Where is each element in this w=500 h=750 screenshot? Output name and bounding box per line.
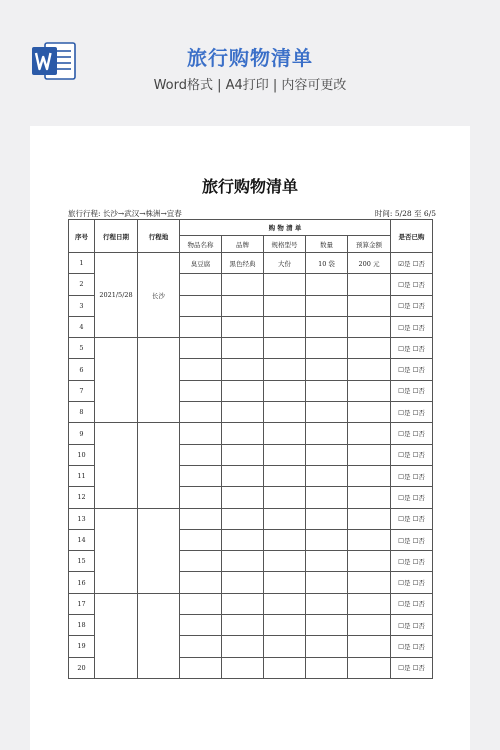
row-index-cell: 12 [69,487,95,508]
budget-cell[interactable] [348,465,391,486]
budget-cell[interactable] [348,402,391,423]
spec-cell[interactable] [264,487,306,508]
item-name-cell[interactable] [180,402,222,423]
brand-cell[interactable]: 黑色经典 [222,253,264,274]
quantity-cell[interactable] [306,551,348,572]
item-name-cell[interactable] [180,359,222,380]
budget-cell[interactable] [348,529,391,550]
row-index-cell: 10 [69,444,95,465]
row-index-cell: 4 [69,316,95,337]
brand-cell[interactable] [222,465,264,486]
trip-place-cell[interactable] [138,593,180,678]
spec-cell[interactable] [264,295,306,316]
brand-cell[interactable] [222,529,264,550]
time-text: 时间: 5/28 至 6/5 [374,209,436,218]
trip-date-cell[interactable] [95,593,138,678]
item-name-cell[interactable] [180,465,222,486]
budget-cell[interactable] [348,593,391,614]
spec-cell[interactable] [264,316,306,337]
route-text: 旅行行程: 长沙→武汉→株洲→宜春 [68,209,182,218]
trip-date-cell[interactable] [95,338,138,423]
quantity-cell[interactable]: 10 袋 [306,253,348,274]
quantity-cell[interactable] [306,295,348,316]
brand-cell[interactable] [222,338,264,359]
quantity-cell[interactable] [306,572,348,593]
quantity-cell[interactable] [306,636,348,657]
spec-cell[interactable] [264,508,306,529]
table-row [69,593,433,614]
quantity-cell[interactable] [306,423,348,444]
budget-cell[interactable] [348,657,391,678]
spec-cell[interactable] [264,636,306,657]
bought-checkbox[interactable]: ☐是 ☐否 [391,380,433,401]
header-budget: 预算金额 [348,236,391,253]
spec-cell[interactable] [264,274,306,295]
table-row [69,423,433,444]
item-name-cell[interactable] [180,316,222,337]
budget-cell[interactable] [348,274,391,295]
table-body [69,253,433,679]
budget-cell[interactable] [348,444,391,465]
brand-cell[interactable] [222,487,264,508]
item-name-cell[interactable] [180,380,222,401]
item-name-cell[interactable] [180,274,222,295]
trip-place-cell[interactable]: 长沙 [138,253,180,338]
bought-checkbox[interactable]: ☐是 ☐否 [391,402,433,423]
spec-cell[interactable] [264,657,306,678]
table-row [69,338,433,359]
bought-checkbox[interactable]: ☐是 ☐否 [391,423,433,444]
item-name-cell[interactable]: 臭豆腐 [180,253,222,274]
document-title: 旅行购物清单 [201,177,298,196]
bought-checkbox[interactable]: ☐是 ☐否 [391,359,433,380]
page-title: 旅行购物清单 [187,46,313,70]
row-index-cell: 7 [69,380,95,401]
item-name-cell[interactable] [180,423,222,444]
budget-cell[interactable] [348,636,391,657]
table-row [69,508,433,529]
bought-checkbox[interactable]: ☐是 ☐否 [391,657,433,678]
spec-cell[interactable] [264,572,306,593]
quantity-cell[interactable] [306,274,348,295]
quantity-cell[interactable] [306,487,348,508]
item-name-cell[interactable] [180,593,222,614]
brand-cell[interactable] [222,508,264,529]
budget-cell[interactable] [348,380,391,401]
quantity-cell[interactable] [306,359,348,380]
bought-checkbox[interactable]: ☐是 ☐否 [391,615,433,636]
spec-cell[interactable] [264,615,306,636]
quantity-cell[interactable] [306,380,348,401]
budget-cell[interactable] [348,508,391,529]
spec-cell[interactable] [264,551,306,572]
bought-checkbox[interactable]: ☐是 ☐否 [391,508,433,529]
row-index-cell: 16 [69,572,95,593]
quantity-cell[interactable] [306,402,348,423]
item-name-cell[interactable] [180,636,222,657]
header-date: 行程日期 [95,220,138,253]
header-index: 序号 [69,220,95,253]
row-index-cell: 14 [69,529,95,550]
header-quantity: 数量 [306,236,348,253]
brand-cell[interactable] [222,295,264,316]
brand-cell[interactable] [222,380,264,401]
budget-cell[interactable] [348,551,391,572]
row-index-cell: 5 [69,338,95,359]
row-index-cell: 8 [69,402,95,423]
item-name-cell[interactable] [180,508,222,529]
spec-cell[interactable] [264,423,306,444]
quantity-cell[interactable] [306,615,348,636]
header-brand: 品牌 [222,236,264,253]
trip-place-cell[interactable] [138,423,180,508]
brand-cell[interactable] [222,593,264,614]
trip-date-cell[interactable] [95,508,138,593]
bought-checkbox[interactable]: ☐是 ☐否 [391,444,433,465]
spec-cell[interactable] [264,444,306,465]
row-index-cell: 2 [69,274,95,295]
trip-date-cell[interactable] [95,423,138,508]
row-index-cell: 1 [69,253,95,274]
budget-cell[interactable] [348,572,391,593]
brand-cell[interactable] [222,316,264,337]
spec-cell[interactable] [264,380,306,401]
row-index-cell: 15 [69,551,95,572]
trip-date-cell[interactable]: 2021/5/28 [95,253,138,338]
budget-cell[interactable] [348,295,391,316]
item-name-cell[interactable] [180,444,222,465]
budget-cell[interactable]: 200 元 [348,253,391,274]
header-spec: 规格型号 [264,236,306,253]
item-name-cell[interactable] [180,551,222,572]
item-name-cell[interactable] [180,338,222,359]
budget-cell[interactable] [348,316,391,337]
header-place: 行程地 [138,220,180,253]
bought-checkbox[interactable]: ☐是 ☐否 [391,551,433,572]
row-index-cell: 6 [69,359,95,380]
header-bought: 是否已购 [391,220,433,253]
budget-cell[interactable] [348,359,391,380]
row-index-cell: 17 [69,593,95,614]
brand-cell[interactable] [222,423,264,444]
page-subtitle: Word格式 | A4打印 | 内容可更改 [153,78,347,93]
brand-cell[interactable] [222,551,264,572]
item-name-cell[interactable] [180,295,222,316]
bought-checkbox[interactable]: ☐是 ☐否 [391,465,433,486]
quantity-cell[interactable] [306,465,348,486]
row-index-cell: 20 [69,657,95,678]
page-header [0,0,500,110]
spec-cell[interactable] [264,402,306,423]
item-name-cell[interactable] [180,657,222,678]
brand-cell[interactable] [222,572,264,593]
bought-checkbox[interactable]: ☐是 ☐否 [391,316,433,337]
table-row [69,253,433,274]
row-index-cell: 11 [69,465,95,486]
document-page [30,126,470,750]
spec-cell[interactable] [264,465,306,486]
spec-cell[interactable] [264,359,306,380]
bought-checkbox[interactable]: ☐是 ☐否 [391,274,433,295]
bought-checkbox[interactable]: ☐是 ☐否 [391,295,433,316]
bought-checkbox[interactable]: ☐是 ☐否 [391,593,433,614]
trip-place-cell[interactable] [138,508,180,593]
budget-cell[interactable] [348,423,391,444]
quantity-cell[interactable] [306,444,348,465]
quantity-cell[interactable] [306,316,348,337]
brand-cell[interactable] [222,615,264,636]
shopping-table [68,219,433,679]
spec-cell[interactable] [264,593,306,614]
header-shopping-list: 购 物 清 单 [180,220,391,236]
row-index-cell: 18 [69,615,95,636]
brand-cell[interactable] [222,657,264,678]
brand-cell[interactable] [222,444,264,465]
spec-cell[interactable] [264,338,306,359]
quantity-cell[interactable] [306,338,348,359]
quantity-cell[interactable] [306,508,348,529]
item-name-cell[interactable] [180,572,222,593]
item-name-cell[interactable] [180,529,222,550]
budget-cell[interactable] [348,615,391,636]
row-index-cell: 13 [69,508,95,529]
row-index-cell: 19 [69,636,95,657]
item-name-cell[interactable] [180,487,222,508]
budget-cell[interactable] [348,338,391,359]
bought-checkbox[interactable]: ☑是 ☐否 [391,253,433,274]
quantity-cell[interactable] [306,593,348,614]
budget-cell[interactable] [348,487,391,508]
quantity-cell[interactable] [306,529,348,550]
brand-cell[interactable] [222,359,264,380]
item-name-cell[interactable] [180,615,222,636]
spec-cell[interactable]: 大份 [264,253,306,274]
trip-place-cell[interactable] [138,338,180,423]
quantity-cell[interactable] [306,657,348,678]
row-index-cell: 3 [69,295,95,316]
spec-cell[interactable] [264,529,306,550]
bought-checkbox[interactable]: ☐是 ☐否 [391,338,433,359]
bought-checkbox[interactable]: ☐是 ☐否 [391,487,433,508]
bought-checkbox[interactable]: ☐是 ☐否 [391,636,433,657]
brand-cell[interactable] [222,636,264,657]
brand-cell[interactable] [222,274,264,295]
row-index-cell: 9 [69,423,95,444]
bought-checkbox[interactable]: ☐是 ☐否 [391,529,433,550]
brand-cell[interactable] [222,402,264,423]
header-item-name: 物品名称 [180,236,222,253]
bought-checkbox[interactable]: ☐是 ☐否 [391,572,433,593]
